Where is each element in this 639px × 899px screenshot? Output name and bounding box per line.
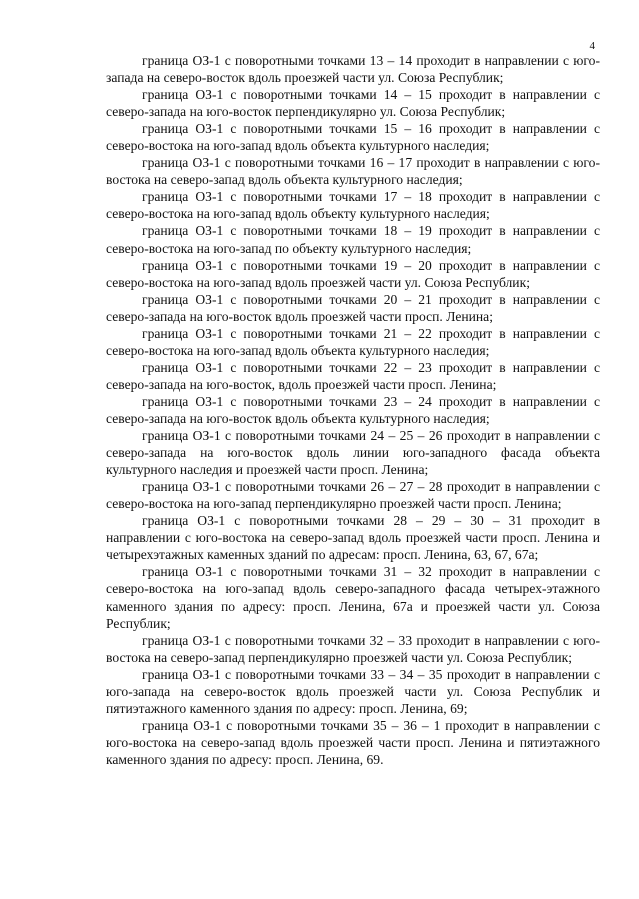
boundary-paragraph: граница ОЗ-1 с поворотными точками 28 – 29 – 30 – 31 проходит в направлении с юго-востока на северо-запад вдоль проезжей части просп. Ленина и четырехэтажных каменных зданий по адресам: просп. Ленина, 63, 67, 67а; [106,513,600,563]
boundary-paragraph: граница ОЗ-1 с поворотными точками 18 – 19 проходит в направлении с северо-востока на юго-запад по объекту культурного наследия; [106,223,600,256]
boundary-paragraph: граница ОЗ-1 с поворотными точками 32 – 33 проходит в направлении с юго-востока на северо-запад перпендикулярно проезжей части ул. Союза Республик; [106,632,600,665]
boundary-paragraph: граница ОЗ-1 с поворотными точками 35 – 36 – 1 проходит в направлении с юго-востока на северо-запад вдоль проезжей части просп. Ленина и пятиэтажного каменного здания по адресу: просп. Ленина, 69. [106,717,600,767]
boundary-paragraph: граница ОЗ-1 с поворотными точками 14 – 15 проходит в направлении с северо-запада на юго-восток перпендикулярно ул. Союза Республик; [106,87,600,120]
boundary-paragraph: граница ОЗ-1 с поворотными точками 15 – 16 проходит в направлении с северо-востока на юго-запад вдоль объекта культурного наследия; [106,121,600,154]
boundary-paragraph: граница ОЗ-1 с поворотными точками 17 – 18 проходит в направлении с северо-востока на юго-запад вдоль объекту культурного наследия; [106,189,600,222]
boundary-paragraph: граница ОЗ-1 с поворотными точками 26 – 27 – 28 проходит в направлении с северо-востока на юго-запад перпендикулярно проезжей части просп. Ленина; [106,479,600,512]
boundary-paragraph: граница ОЗ-1 с поворотными точками 31 – 32 проходит в направлении с северо-востока на юго-запад вдоль северо-западного фасада четырех-этажного каменного здания по адресу: просп. Ленина, 67а и проезжей части ул. Союза Республик; [106,564,600,631]
page-number: 4 [589,40,595,52]
boundary-paragraph: граница ОЗ-1 с поворотными точками 19 – 20 проходит в направлении с северо-востока на юго-запад вдоль проезжей части ул. Союза Республик; [106,257,600,290]
boundary-paragraph: граница ОЗ-1 с поворотными точками 21 – 22 проходит в направлении с северо-востока на юго-запад вдоль объекта культурного наследия; [106,325,600,358]
boundary-paragraph: граница ОЗ-1 с поворотными точками 24 – 25 – 26 проходит в направлении с северо-запада на юго-восток вдоль линии юго-западного фасада объекта культурного наследия и проезжей части просп. Ленина; [106,428,600,478]
boundary-paragraph: граница ОЗ-1 с поворотными точками 20 – 21 проходит в направлении с северо-запада на юго-восток вдоль проезжей части просп. Ленина; [106,291,600,324]
boundary-paragraph: граница ОЗ-1 с поворотными точками 16 – 17 проходит в направлении с юго-востока на северо-запад вдоль объекта культурного наследия; [106,155,600,188]
document-body [106,52,600,768]
boundary-paragraph: граница ОЗ-1 с поворотными точками 23 – 24 проходит в направлении с северо-запада на юго-восток вдоль объекта культурного наследия; [106,393,600,426]
boundary-paragraph: граница ОЗ-1 с поворотными точками 22 – 23 проходит в направлении с северо-запада на юго-восток, вдоль проезжей части просп. Ленина; [106,359,600,392]
boundary-paragraph: граница ОЗ-1 с поворотными точками 33 – 34 – 35 проходит в направлении с юго-запада на северо-восток вдоль проезжей части ул. Союза Республик и пятиэтажного каменного здания по адресу: просп. Ленина, 69; [106,666,600,716]
boundary-paragraph: граница ОЗ-1 с поворотными точками 13 – 14 проходит в направлении с юго-запада на северо-восток вдоль проезжей части ул. Союза Республик; [106,53,600,86]
